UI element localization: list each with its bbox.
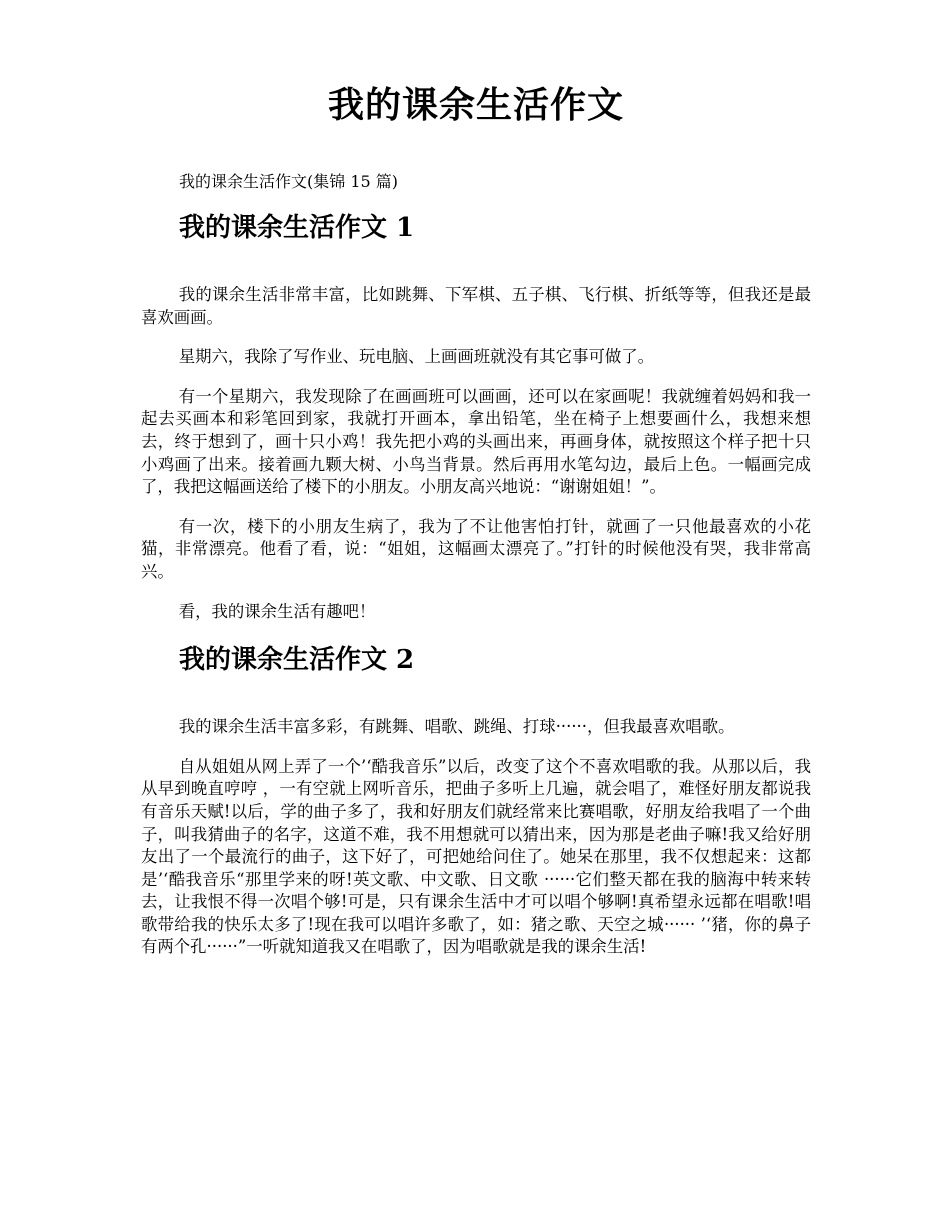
paragraph: 自从姐姐从网上弄了一个’‘酷我音乐”以后，改变了这个不喜欢唱歌的我。从那以后，我从早到晚直哼哼 ，一有空就上网听音乐，把曲子多听上几遍，就会唱了，难怪好朋友都说我有音乐天赋!以后，学的曲子多了，我和好朋友们就经常来比赛唱歌，好朋友给我唱了一个曲子，叫我猜曲子的名字，这道不难，我不用想就可以猜出来，因为那是老曲子嘛!我又给好朋友出了一个最流行的曲子，这下好了，可把她给问住了。她呆在那里，我不仅想起来：这都是’‘酷我音乐“那里学来的呀!英文歌、中文歌、日文歌 ······它们整天都在我的脑海中转来转去，让我恨不得一次唱个够!可是，只有课余生活中才可以唱个够啊!真希望永远都在唱歌!唱歌带给我的快乐太多了!现在我可以唱许多歌了，如：猪之歌、天空之城······ ’‘猪，你的鼻子有两个孔······”一听就知道我又在唱歌了，因为唱歌就是我的课余生活! bbox=[141, 756, 811, 957]
document-page bbox=[141, 0, 811, 1230]
essay-section-2 bbox=[141, 640, 811, 959]
section-heading: 我的课余生活作文 2 bbox=[179, 645, 415, 676]
section-heading: 我的课余生活作文 1 bbox=[179, 213, 415, 243]
document-subtitle: 我的课余生活作文(集锦 15 篇) bbox=[179, 172, 399, 191]
paragraph: 有一个星期六，我发现除了在画画班可以画画，还可以在家画呢！我就缠着妈妈和我一起去买画本和彩笔回到家，我就打开画本，拿出铅笔，坐在椅子上想要画什么，我想来想去，终于想到了，画十只小鸡！我先把小鸡的头画出来，再画身体，就按照这个样子把十只小鸡画了出来。接着画九颗大树、小鸟当背景。然后再用水笔勾边，最后上色。一幅画完成了，我把这幅画送给了楼下的小朋友。小朋友高兴地说：“谢谢姐姐！”。 bbox=[141, 386, 811, 497]
paragraph: 我的课余生活丰富多彩，有跳舞、唱歌、跳绳、打球······，但我最喜欢唱歌。 bbox=[178, 717, 735, 737]
paragraph: 我的课余生活非常丰富，比如跳舞、下军棋、五子棋、飞行棋、折纸等等，但我还是最喜欢画画。 bbox=[141, 285, 811, 327]
paragraph: 看，我的课余生活有趣吧！ bbox=[178, 601, 376, 621]
essay-section-1 bbox=[141, 208, 811, 623]
document-title: 我的课余生活作文 bbox=[327, 84, 624, 126]
paragraph: 星期六，我除了写作业、玩电脑、上画画班就没有其它事可做了。 bbox=[178, 347, 655, 367]
paragraph: 有一次，楼下的小朋友生病了，我为了不让他害怕打针，就画了一只他最喜欢的小花猫，非常漂亮。他看了看，说：“姐姐，这幅画太漂亮了。”打针的时候他没有哭，我非常高兴。 bbox=[141, 516, 811, 581]
document-body bbox=[141, 208, 811, 976]
